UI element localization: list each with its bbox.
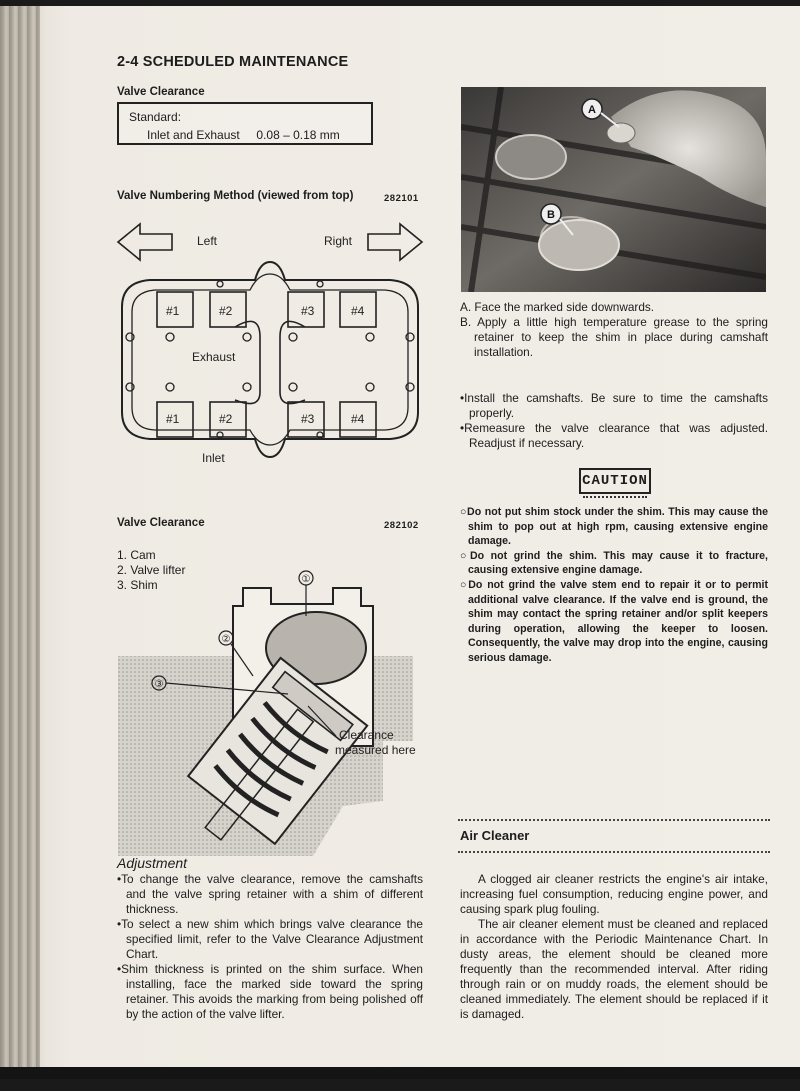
exhaust-valve-4: #4: [351, 304, 365, 318]
caption-a: A. Face the marked side downwards.: [460, 300, 655, 314]
inlet-valve-4: #4: [351, 412, 365, 426]
caution-item-2: ○Do not grind the shim. This may cause it to fracture, causing extensive engine damage.: [460, 549, 768, 577]
caution-badge: CAUTION: [579, 468, 651, 494]
shim-install-photo: [461, 87, 766, 292]
callout-3: ③: [154, 679, 164, 690]
air-cleaner-body: [460, 872, 768, 1022]
spec-row: [129, 126, 371, 144]
adjustment-bullet-3: •Shim thickness is printed on the shim surface. When installing, face the marked side toward the spring retainer. This avoids the marking from being polished off by the action of the valve lifter.: [117, 962, 423, 1021]
clearance-figure-title: Valve Clearance: [117, 517, 205, 529]
install-steps: [460, 391, 768, 451]
callout-1: ①: [301, 574, 311, 585]
spec-label: Inlet and Exhaust: [147, 128, 240, 142]
caution-item-1: ○Do not put shim stock under the shim. This may cause the shim to pop out at high rpm, causing extensive engine damage.: [460, 506, 768, 548]
exhaust-label: Exhaust: [192, 350, 236, 364]
exhaust-valve-3: #3: [301, 304, 315, 318]
legend-item-cam: 1. Cam: [117, 548, 156, 562]
page-binding: [0, 6, 40, 1079]
inlet-valve-1: #1: [166, 412, 180, 426]
exhaust-valve-1: #1: [166, 304, 180, 318]
inlet-label: Inlet: [202, 451, 225, 465]
valve-numbering-diagram: [110, 212, 430, 474]
adjustment-bullet-1: •To change the valve clearance, remove the camshafts and the valve spring retainer with a shim of different thickness.: [117, 872, 423, 916]
right-label: Right: [324, 234, 353, 248]
air-cleaner-bottom-rule: [458, 851, 770, 853]
inlet-valve-3: #3: [301, 412, 315, 426]
page-header: 2-4 SCHEDULED MAINTENANCE: [117, 54, 349, 70]
caution-list: [460, 505, 768, 666]
photo-label-a: A: [588, 104, 596, 116]
valve-clearance-title: Valve Clearance: [117, 86, 205, 98]
photo-label-b: B: [547, 209, 555, 221]
exhaust-valve-2: #2: [219, 304, 233, 318]
standard-spec-box: [117, 102, 373, 145]
standard-label: Standard:: [129, 110, 182, 124]
left-label: Left: [197, 234, 218, 248]
clearance-label-2: measured here: [335, 743, 416, 757]
install-step-1: •Install the camshafts. Be sure to time the camshafts properly.: [460, 391, 768, 420]
adjustment-title: Adjustment: [117, 855, 188, 871]
valve-clearance-diagram: [113, 566, 423, 856]
numbering-figure-title: Valve Numbering Method (viewed from top): [117, 190, 354, 202]
callout-2: ②: [221, 634, 231, 645]
clearance-figure-number: 282102: [384, 520, 419, 531]
air-cleaner-para-1: A clogged air cleaner restricts the engine's air intake, increasing fuel consumption, reducing engine power, and causing spark plug fouling.: [460, 872, 768, 916]
manual-page: [0, 6, 800, 1079]
spec-value: 0.08 – 0.18 mm: [256, 128, 340, 142]
air-cleaner-top-rule: [458, 819, 770, 821]
left-arrow-icon: [118, 224, 172, 260]
air-cleaner-title: Air Cleaner: [460, 828, 530, 843]
legend-item-shim: 3. Shim: [117, 578, 158, 592]
bottom-frame: [0, 1067, 800, 1079]
valve-boxes: [157, 292, 376, 437]
adjustment-bullet-2: •To select a new shim which brings valve clearance the specified limit, refer to the Valve Clearance Adjustment Chart.: [117, 917, 423, 961]
right-arrow-icon: [368, 224, 422, 260]
inlet-valve-2: #2: [219, 412, 233, 426]
caption-b: B. Apply a little high temperature grease to the spring retainer to keep the shim in place during camshaft installation.: [460, 315, 768, 359]
numbering-figure-number: 282101: [384, 193, 419, 204]
air-cleaner-para-2: The air cleaner element must be cleaned and replaced in accordance with the Periodic Maintenance Chart. In dusty areas, the element should be cleaned more frequently than the recommended interval. After riding through rain or on muddy roads, the element should be cleaned immediately. The element should be replaced if it is damaged.: [460, 917, 768, 1021]
legend-item-valve-lifter: 2. Valve lifter: [117, 563, 186, 577]
photo-captions: [460, 300, 768, 360]
clearance-label-1: Clearance: [339, 728, 394, 742]
adjustment-list: [117, 872, 423, 1022]
install-step-2: •Remeasure the valve clearance that was adjusted. Readjust if necessary.: [460, 421, 768, 450]
caution-item-3: ○Do not grind the valve stem end to repair it or to permit additional valve clearance. If the valve end is ground, the shim may contact the spring retainer and/or split keepers during operation, allowing the keeper to loosen. Consequently, the valve may drop into the engine, causing serious damage.: [460, 578, 768, 664]
